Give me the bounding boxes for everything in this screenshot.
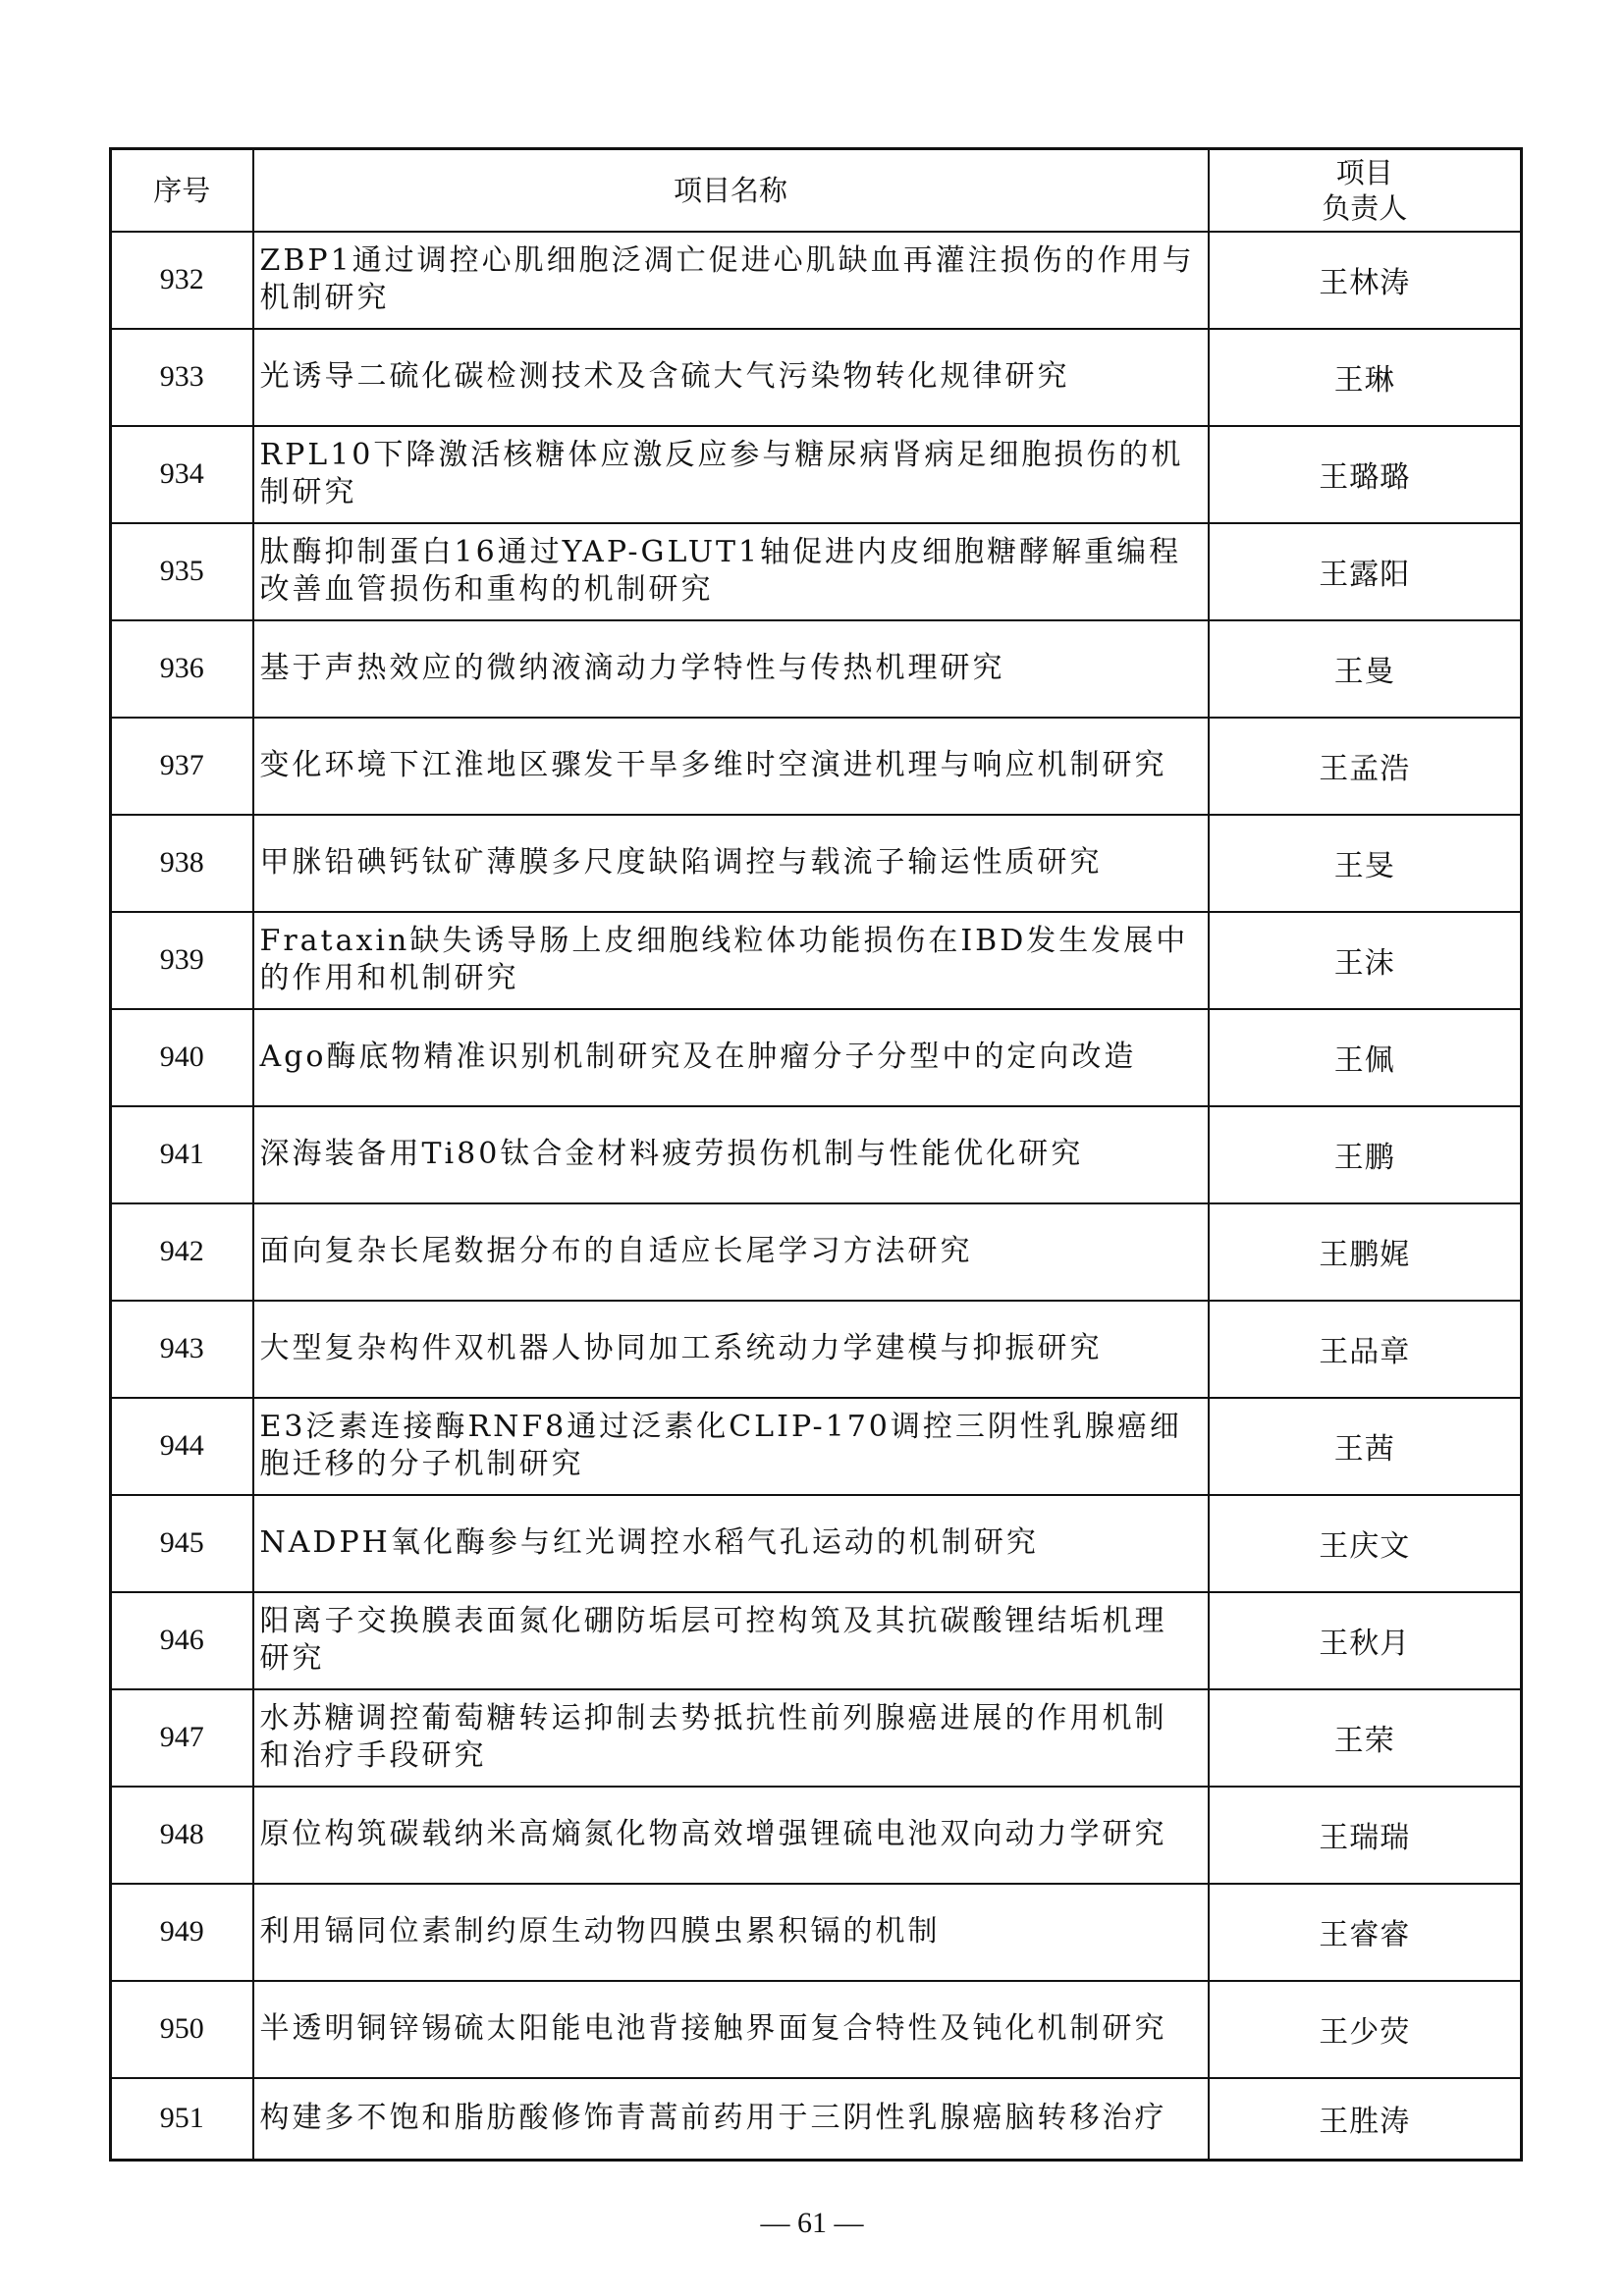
- table-row: [111, 1689, 1522, 1787]
- row-serial-number: 938: [111, 815, 253, 912]
- row-project-name: 大型复杂构件双机器人协同加工系统动力学建模与抑振研究: [253, 1301, 1209, 1398]
- header-serial-number: 序号: [111, 149, 253, 232]
- row-project-name: Ago酶底物精准识别机制研究及在肿瘤分子分型中的定向改造: [253, 1009, 1209, 1106]
- table-row: [111, 1981, 1522, 2078]
- row-project-lead: 王鹏娓: [1209, 1203, 1522, 1301]
- table-row: [111, 232, 1522, 329]
- table-row: [111, 620, 1522, 718]
- row-serial-number: 947: [111, 1689, 253, 1787]
- row-serial-number: 936: [111, 620, 253, 718]
- row-serial-number: 941: [111, 1106, 253, 1203]
- table-row: [111, 1398, 1522, 1495]
- row-serial-number: 937: [111, 718, 253, 815]
- row-project-name: Frataxin缺失诱导肠上皮细胞线粒体功能损伤在IBD发生发展中的作用和机制研究: [253, 912, 1209, 1009]
- table-row: [111, 718, 1522, 815]
- row-project-lead: 王鹏: [1209, 1106, 1522, 1203]
- row-project-name: 基于声热效应的微纳液滴动力学特性与传热机理研究: [253, 620, 1209, 718]
- row-serial-number: 940: [111, 1009, 253, 1106]
- row-project-name: 肽酶抑制蛋白16通过YAP-GLUT1轴促进内皮细胞糖酵解重编程改善血管损伤和重构的机制研究: [253, 523, 1209, 620]
- row-serial-number: 946: [111, 1592, 253, 1689]
- header-project-lead-line1: 项目: [1335, 155, 1393, 189]
- row-serial-number: 944: [111, 1398, 253, 1495]
- row-project-lead: 王旻: [1209, 815, 1522, 912]
- row-project-name: ZBP1通过调控心肌细胞泛凋亡促进心肌缺血再灌注损伤的作用与机制研究: [253, 232, 1209, 329]
- row-project-name: 甲脒铅碘钙钛矿薄膜多尺度缺陷调控与载流子输运性质研究: [253, 815, 1209, 912]
- row-project-lead: 王孟浩: [1209, 718, 1522, 815]
- row-project-name: 面向复杂长尾数据分布的自适应长尾学习方法研究: [253, 1203, 1209, 1301]
- table-row: [111, 1787, 1522, 1884]
- row-serial-number: 948: [111, 1787, 253, 1884]
- row-project-name: 利用镉同位素制约原生动物四膜虫累积镉的机制: [253, 1884, 1209, 1981]
- row-project-name: 原位构筑碳载纳米高熵氮化物高效增强锂硫电池双向动力学研究: [253, 1787, 1209, 1884]
- row-project-lead: 王胜涛: [1209, 2078, 1522, 2161]
- row-serial-number: 951: [111, 2078, 253, 2161]
- table-row: [111, 815, 1522, 912]
- table-header-row: [111, 149, 1522, 232]
- row-serial-number: 939: [111, 912, 253, 1009]
- table-row: [111, 329, 1522, 426]
- table-row: [111, 912, 1522, 1009]
- row-project-lead: 王秋月: [1209, 1592, 1522, 1689]
- row-serial-number: 942: [111, 1203, 253, 1301]
- page-number: — 61 —: [760, 2207, 864, 2239]
- row-serial-number: 943: [111, 1301, 253, 1398]
- row-project-name: E3泛素连接酶RNF8通过泛素化CLIP-170调控三阴性乳腺癌细胞迁移的分子机制研究: [253, 1398, 1209, 1495]
- row-project-lead: 王品章: [1209, 1301, 1522, 1398]
- table-row: [111, 1301, 1522, 1398]
- row-project-lead: 王茜: [1209, 1398, 1522, 1495]
- header-project-lead: [1209, 149, 1522, 232]
- row-project-lead: 王璐璐: [1209, 426, 1522, 523]
- row-project-lead: 王庆文: [1209, 1495, 1522, 1592]
- table-row: [111, 1106, 1522, 1203]
- row-project-lead: 王曼: [1209, 620, 1522, 718]
- row-project-lead: 王佩: [1209, 1009, 1522, 1106]
- row-serial-number: 949: [111, 1884, 253, 1981]
- row-project-name: 深海装备用Ti80钛合金材料疲劳损伤机制与性能优化研究: [253, 1106, 1209, 1203]
- row-project-name: 构建多不饱和脂肪酸修饰青蒿前药用于三阴性乳腺癌脑转移治疗: [253, 2078, 1209, 2161]
- row-project-name: 阳离子交换膜表面氮化硼防垢层可控构筑及其抗碳酸锂结垢机理研究: [253, 1592, 1209, 1689]
- table-row: [111, 2078, 1522, 2161]
- row-project-name: RPL10下降激活核糖体应激反应参与糖尿病肾病足细胞损伤的机制研究: [253, 426, 1209, 523]
- table-row: [111, 1203, 1522, 1301]
- row-project-lead: 王沫: [1209, 912, 1522, 1009]
- row-project-lead: 王少荧: [1209, 1981, 1522, 2078]
- table-row: [111, 1592, 1522, 1689]
- row-project-lead: 王琳: [1209, 329, 1522, 426]
- table-body: [111, 232, 1522, 2161]
- table-row: [111, 1495, 1522, 1592]
- table-row: [111, 1884, 1522, 1981]
- header-project-lead-line2: 负责人: [1322, 190, 1408, 225]
- table-row: [111, 1009, 1522, 1106]
- row-project-name: 变化环境下江淮地区骤发干旱多维时空演进机理与响应机制研究: [253, 718, 1209, 815]
- header-project-name: 项目名称: [253, 149, 1209, 232]
- row-serial-number: 932: [111, 232, 253, 329]
- row-project-lead: 王瑞瑞: [1209, 1787, 1522, 1884]
- row-project-name: NADPH氧化酶参与红光调控水稻气孔运动的机制研究: [253, 1495, 1209, 1592]
- row-project-name: 水苏糖调控葡萄糖转运抑制去势抵抗性前列腺癌进展的作用机制和治疗手段研究: [253, 1689, 1209, 1787]
- row-serial-number: 945: [111, 1495, 253, 1592]
- row-project-name: 半透明铜锌锡硫太阳能电池背接触界面复合特性及钝化机制研究: [253, 1981, 1209, 2078]
- row-project-lead: 王荣: [1209, 1689, 1522, 1787]
- row-project-name: 光诱导二硫化碳检测技术及含硫大气污染物转化规律研究: [253, 329, 1209, 426]
- table-row: [111, 426, 1522, 523]
- row-project-lead: 王林涛: [1209, 232, 1522, 329]
- row-serial-number: 934: [111, 426, 253, 523]
- row-project-lead: 王睿睿: [1209, 1884, 1522, 1981]
- row-serial-number: 933: [111, 329, 253, 426]
- table-row: [111, 523, 1522, 620]
- row-project-lead: 王露阳: [1209, 523, 1522, 620]
- row-serial-number: 950: [111, 1981, 253, 2078]
- row-serial-number: 935: [111, 523, 253, 620]
- project-table: [109, 147, 1523, 2162]
